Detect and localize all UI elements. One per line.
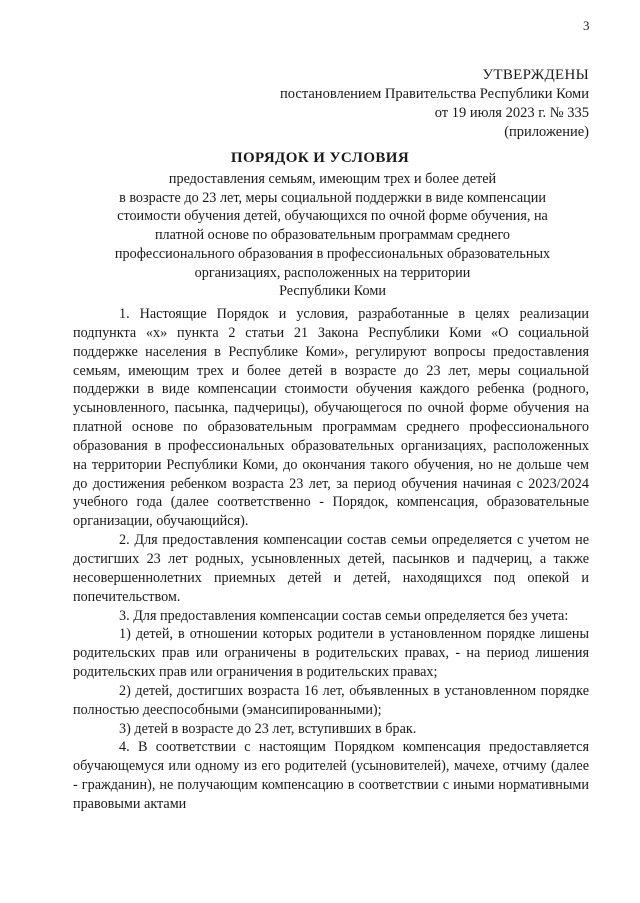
subtitle-line: стоимости обучения детей, обучающихся по очной форме обучения, на — [117, 208, 548, 225]
paragraph-4: 4. В соответствии с настоящим Порядком компенсация предоставляется обучающемуся или одному из его родителей (усыновителей), мачехе, отчиму (далее - гражданин), не получающим компенсацию в соответствии с иными нормативными правовыми актами — [73, 739, 589, 812]
document-body — [73, 305, 589, 814]
subtitle-line: профессионального образования в профессиональных образовательных — [114, 245, 551, 262]
paragraph-3-item-3: 3) детей в возрасте до 23 лет, вступивших в брак. — [119, 720, 417, 737]
paragraph-3: 3. Для предоставления компенсации состав семьи определяется без учета: — [119, 607, 569, 624]
subtitle-line: Республики Коми — [279, 283, 386, 300]
document-subtitle — [70, 170, 595, 301]
subtitle-line: организациях, расположенных на территории — [194, 264, 471, 281]
subtitle-line: в возрасте до 23 лет, меры социальной поддержки в виде компенсации — [119, 189, 546, 206]
approval-line-1: постановлением Правительства Республики Коми — [280, 86, 589, 102]
approval-title: УТВЕРЖДЕНЫ — [482, 67, 589, 83]
paragraph-1: 1. Настоящие Порядок и условия, разработанные в целях реализации подпункта «х» пункта 2 статьи 21 Закона Республики Коми «О социальной поддержке населения в Республике Коми», регулируют вопросы предоставления семьям, имеющим трех и более детей в возрасте до 23 лет, меры социальной поддержки в виде компенсации стоимости обучения каждого ребенка (родного, усыновленного, пасынка, падчерицы), обучающегося по очной форме обучения на платной основе по образовательным программам среднего профессионального образования в профессиональных образовательных организациях, расположенных на территории Республики Коми, до окончания такого обучения, но не дольше чем до достижения ребенком возраста 23 лет, за период обучения начиная с 2023/2024 учебного года (далее соответственно - Порядок, компенсация, образовательные организации, обучающийся). — [73, 306, 589, 530]
approval-line-3: (приложение) — [504, 124, 589, 140]
document-title: ПОРЯДОК И УСЛОВИЯ — [230, 150, 410, 166]
approval-line-2: от 19 июля 2023 г. № 335 — [434, 105, 589, 121]
approval-block — [280, 66, 589, 142]
paragraph-3-item-1: 1) детей, в отношении которых родители в установленном порядке лишены родительских прав или ограничены в родительских правах, - на период лишения родительских прав или ограничения в родительских правах; — [73, 626, 589, 681]
subtitle-line: предоставления семьям, имеющим трех и более детей — [168, 171, 497, 187]
page-number: 3 — [583, 18, 590, 33]
subtitle-line: платной основе по образовательным программам среднего — [154, 227, 511, 244]
paragraph-3-item-2: 2) детей, достигших возраста 16 лет, объявленных в установленном порядке полностью дееспособными (эмансипированными); — [73, 682, 589, 718]
paragraph-2: 2. Для предоставления компенсации состав семьи определяется с учетом не достигших 23 лет родных, усыновленных детей, пасынков и падчериц, а также несовершеннолетних приемных детей и детей, находящихся под опекой и попечительством. — [73, 532, 589, 605]
